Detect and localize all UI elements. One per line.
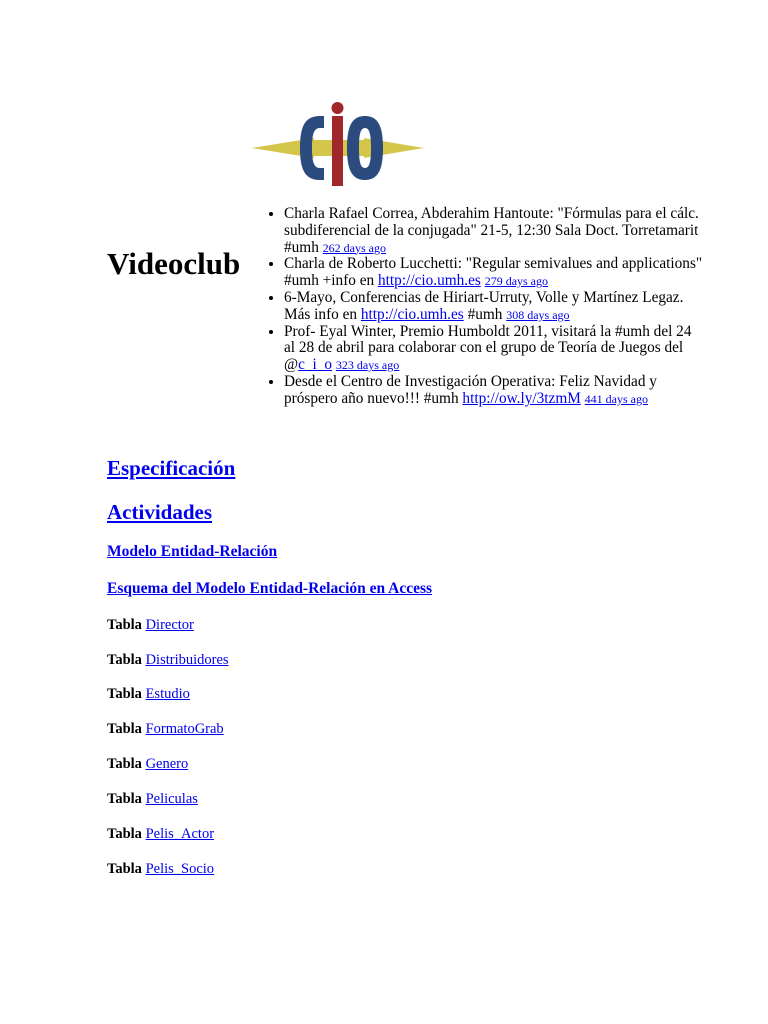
- tweet-time-link[interactable]: 308 days ago: [506, 307, 570, 322]
- tweet-text: 6-Mayo, Conferencias de Hiriart-Urruty, Volle y Martínez Legaz. Más info en: [284, 288, 684, 323]
- table-link-pelis-socio[interactable]: Pelis_Socio: [145, 861, 215, 877]
- especificacion-link[interactable]: Especificación: [107, 456, 236, 480]
- table-line-pelis-actor: [107, 825, 214, 843]
- tweet-time-link[interactable]: 279 days ago: [484, 274, 549, 289]
- tweet-mention-link[interactable]: c_i_o: [298, 356, 333, 374]
- table-line-estudio: [107, 685, 190, 703]
- especificacion-heading: [107, 455, 235, 481]
- modelo-er-heading: [107, 542, 277, 562]
- table-prefix: Tabla: [107, 617, 142, 633]
- table-prefix: Tabla: [107, 721, 142, 737]
- table-link-pelis-actor[interactable]: Pelis_Actor: [145, 826, 215, 842]
- table-prefix: Tabla: [107, 826, 142, 842]
- esquema-access-heading: [107, 579, 432, 599]
- logo-letter-i: [332, 116, 343, 186]
- tweet-hashtag: #umh: [467, 305, 503, 323]
- table-line-genero: [107, 755, 188, 773]
- tweet-text: Desde el Centro de Investigación Operativa: Feliz Navidad y próspero año nuevo!!! #umh: [284, 372, 657, 407]
- table-line-pelis-socio: [107, 860, 214, 878]
- page-title: Videoclub: [107, 246, 241, 281]
- table-line-director: [107, 616, 194, 634]
- esquema-access-link[interactable]: Esquema del Modelo Entidad-Relación en Access: [107, 580, 433, 597]
- cio-logo: [252, 102, 424, 192]
- tweet-item: [284, 324, 704, 374]
- tweet-url-link[interactable]: http://cio.umh.es: [360, 305, 464, 323]
- table-prefix: Tabla: [107, 686, 142, 702]
- tweet-url-link[interactable]: http://ow.ly/3tzmM: [462, 389, 581, 407]
- table-line-distribuidores: [107, 651, 229, 669]
- tweet-text: Charla de Roberto Lucchetti: "Regular semivalues and applications" #umh +info en: [284, 255, 703, 290]
- actividades-heading: [107, 499, 212, 525]
- tweet-item: [284, 290, 704, 324]
- table-prefix: Tabla: [107, 652, 142, 668]
- tweet-item: [284, 256, 704, 290]
- tweet-time-link[interactable]: 323 days ago: [335, 358, 400, 373]
- table-line-peliculas: [107, 790, 198, 808]
- table-prefix: Tabla: [107, 861, 142, 877]
- tweet-time-link[interactable]: 262 days ago: [322, 240, 386, 255]
- table-link-genero[interactable]: Genero: [145, 756, 189, 772]
- tweet-time-link[interactable]: 441 days ago: [584, 391, 648, 406]
- tweet-list: [262, 206, 704, 408]
- table-link-estudio[interactable]: Estudio: [145, 686, 190, 702]
- tweet-text: Prof- Eyal Winter, Premio Humboldt 2011, visitará la #umh del 24 al 28 de abril para colaborar con el grupo de Teoría de Juegos del @: [284, 322, 692, 374]
- tweet-item: [284, 206, 704, 256]
- table-prefix: Tabla: [107, 756, 142, 772]
- tweet-item: [284, 374, 704, 408]
- tweet-url-link[interactable]: http://cio.umh.es: [378, 272, 481, 290]
- actividades-link[interactable]: Actividades: [107, 500, 212, 524]
- table-link-director[interactable]: Director: [145, 617, 194, 633]
- table-line-formatograb: [107, 720, 224, 738]
- logo-letter-i-dot: [332, 102, 344, 114]
- table-link-peliculas[interactable]: Peliculas: [145, 791, 198, 807]
- table-prefix: Tabla: [107, 791, 142, 807]
- table-link-distribuidores[interactable]: Distribuidores: [145, 652, 229, 668]
- modelo-er-link[interactable]: Modelo Entidad-Relación: [107, 543, 278, 560]
- table-link-formatograb[interactable]: FormatoGrab: [145, 721, 224, 737]
- tweet-text: Charla Rafael Correa, Abderahim Hantoute: "Fórmulas para el cálc. subdiferencial de la conjugada" 21-5, 12:30 Sala Doct. Torretamarit #umh: [284, 205, 699, 256]
